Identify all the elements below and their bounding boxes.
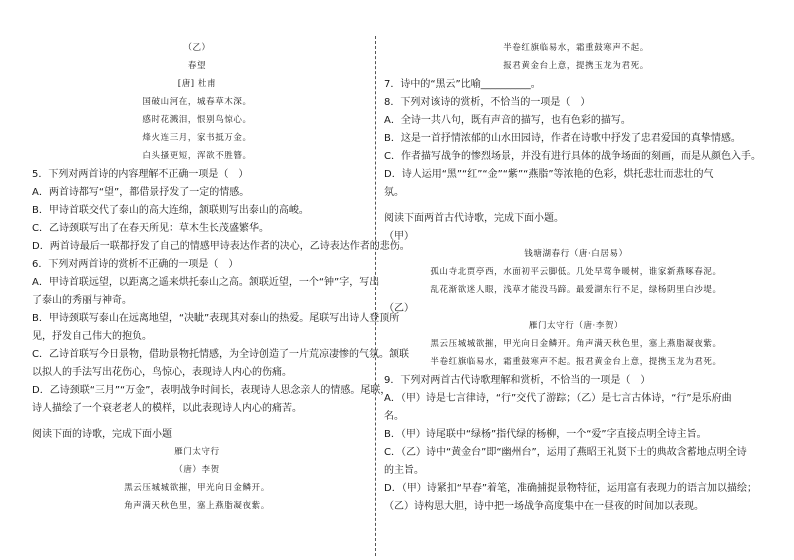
text-line: C．乙诗颈联写出了在春天所见：草木生长茂盛繁华。 bbox=[32, 223, 269, 234]
text-line: A．（甲）诗是七言律诗，“行”交代了游踪；（乙）是七言古体诗，“行”是乐府曲 bbox=[384, 393, 732, 404]
poem-line: 半卷红旗临易水，霜重鼓寒声不起。报君黄金台上意，提携玉龙为君死。 bbox=[430, 357, 722, 367]
poem-line: 乱花渐欲迷人眼，浅草才能没马蹄。最爱湖东行不足，绿杨阴里白沙堤。 bbox=[430, 285, 722, 295]
poem-line: 孤山寺北贾亭西，水面初平云脚低。几处早莺争暖树，谁家新燕啄春泥。 bbox=[430, 267, 722, 277]
column-divider bbox=[375, 36, 376, 556]
poem-line: 报君黄金台上意，提携玉龙为君死。 bbox=[503, 61, 649, 71]
text-line: 的主旨。 bbox=[384, 465, 424, 476]
poem-line: 半卷红旗临易水，霜重鼓寒声不起。 bbox=[503, 43, 649, 53]
text-line: （甲） bbox=[384, 231, 414, 242]
text-line: 8．下列对该诗的赏析，不恰当的一项是（ ） bbox=[384, 97, 591, 108]
poem-line: 黑云压城城欲摧，甲光向日金鳞开。 bbox=[124, 483, 270, 493]
text-line: 6．下列对两首诗的赏析不正确的一项是（ ） bbox=[32, 259, 239, 270]
text-line: B．（甲）诗尾联中“绿杨”指代绿的杨柳，一个“爱”字直接点明全诗主旨。 bbox=[384, 429, 707, 440]
text-line: 9．下列对两首古代诗歌理解和赏析，不恰当的一项是（ ） bbox=[384, 375, 651, 386]
poem-line: 感时花溅泪，恨别鸟惊心。 bbox=[142, 115, 252, 125]
poem-line: （唐）李贺 bbox=[174, 465, 220, 475]
text-line: 氛。 bbox=[384, 187, 404, 198]
text-line: 诗人描绘了一个衰老老人的模样，以此表现诗人内心的痛苦。 bbox=[32, 403, 302, 414]
poem-line: 白头搔更短，浑欲不胜簪。 bbox=[142, 151, 252, 161]
poem-line: 雁门太守行（唐·李贺） bbox=[528, 321, 624, 331]
text-line: （乙） bbox=[384, 303, 414, 314]
poem-line: 钱塘湖春行（唐·白居易） bbox=[524, 249, 628, 259]
text-line: B．这是一首抒情浓郁的山水田园诗，作者在诗歌中抒发了忠君爱国的真挚情感。 bbox=[384, 133, 741, 144]
text-line: C．作者描写战争的惨烈场景，并没有进行具体的战争场面的刻画，而是从颜色入手。 bbox=[384, 151, 761, 162]
poem-line: 春望 bbox=[187, 61, 207, 71]
text-line: B．甲诗颈联写泰山在远离地望，“决眦”表现其对泰山的热爱。尾联写出诗人登顶所 bbox=[32, 313, 400, 324]
text-line: D．两首诗最后一联都抒发了自己的情感甲诗表达作者的决心，乙诗表达作者的悲伤。 bbox=[32, 241, 410, 252]
text-line: （乙）诗构思大胆，诗中把一场战争高度集中在一昼夜的时间加以表现。 bbox=[384, 501, 704, 512]
poem-line: [唐] 杜甫 bbox=[177, 79, 217, 89]
poem-line: 国破山河在，城春草木深。 bbox=[142, 97, 252, 107]
text-line: 见，抒发自己伟大的抱负。 bbox=[32, 331, 152, 342]
poem-line: 黑云压城城欲摧，甲光向日金鳞开。角声满天秋色里，塞上燕脂凝夜紫。 bbox=[430, 339, 722, 349]
text-line: D．诗人运用“黑”“红”“金”“紫”“燕脂”等浓艳的色彩，烘托悲壮而悲壮的气 bbox=[384, 169, 714, 180]
text-line: 阅读下面两首古代诗歌，完成下面小题。 bbox=[384, 213, 564, 224]
text-line: 名。 bbox=[384, 411, 404, 422]
poem-line: 烽火连三月，家书抵万金。 bbox=[142, 133, 252, 143]
text-line: D．乙诗颈联“三月”“万金”，表明战争时间长，表现诗人思念亲人的情感。尾联， bbox=[32, 385, 391, 396]
poem-line: 雁门太守行 bbox=[174, 447, 220, 457]
text-line: 阅读下面的诗歌，完成下面小题 bbox=[32, 429, 172, 440]
text-line: B．甲诗首联交代了泰山的高大连绵，颔联则写出泰山的高峻。 bbox=[32, 205, 309, 216]
text-line: 以拟人的手法写出花伤心，鸟惊心，表现诗人内心的伤痛。 bbox=[32, 367, 292, 378]
text-line: A．甲诗首联远望，以距离之遥来烘托泰山之高。颔联近望，一个“钟”字，写出 bbox=[32, 277, 380, 288]
poem-line: 角声满天秋色里，塞上燕脂凝夜紫。 bbox=[124, 501, 270, 511]
text-line: C．（乙）诗中“黄金台”即“幽州台”，运用了燕昭王礼贤下士的典故含蓄地点明全诗 bbox=[384, 447, 747, 458]
text-line: A．全诗一共八句，既有声音的描写，也有色彩的描写。 bbox=[384, 115, 631, 126]
text-line: 7．诗中的“黑云”比喻__________。 bbox=[384, 79, 541, 90]
text-line: D．（甲）诗紧扣“早春”着笔，准确捕捉景物特征，运用富有表现力的语言加以描绘； bbox=[384, 483, 758, 494]
text-line: A．两首诗都写“望”，都借景抒发了一定的情感。 bbox=[32, 187, 250, 198]
text-line: 了泰山的秀丽与神奇。 bbox=[32, 295, 132, 306]
text-line: 5．下列对两首诗的内容理解不正确一项是（ ） bbox=[32, 169, 249, 180]
text-line: C．乙诗首联写今日景物，借助景物托情感，为全诗创造了一片荒凉凄惨的气氛。颔联 bbox=[32, 349, 409, 360]
poem-line: （乙） bbox=[183, 43, 211, 53]
